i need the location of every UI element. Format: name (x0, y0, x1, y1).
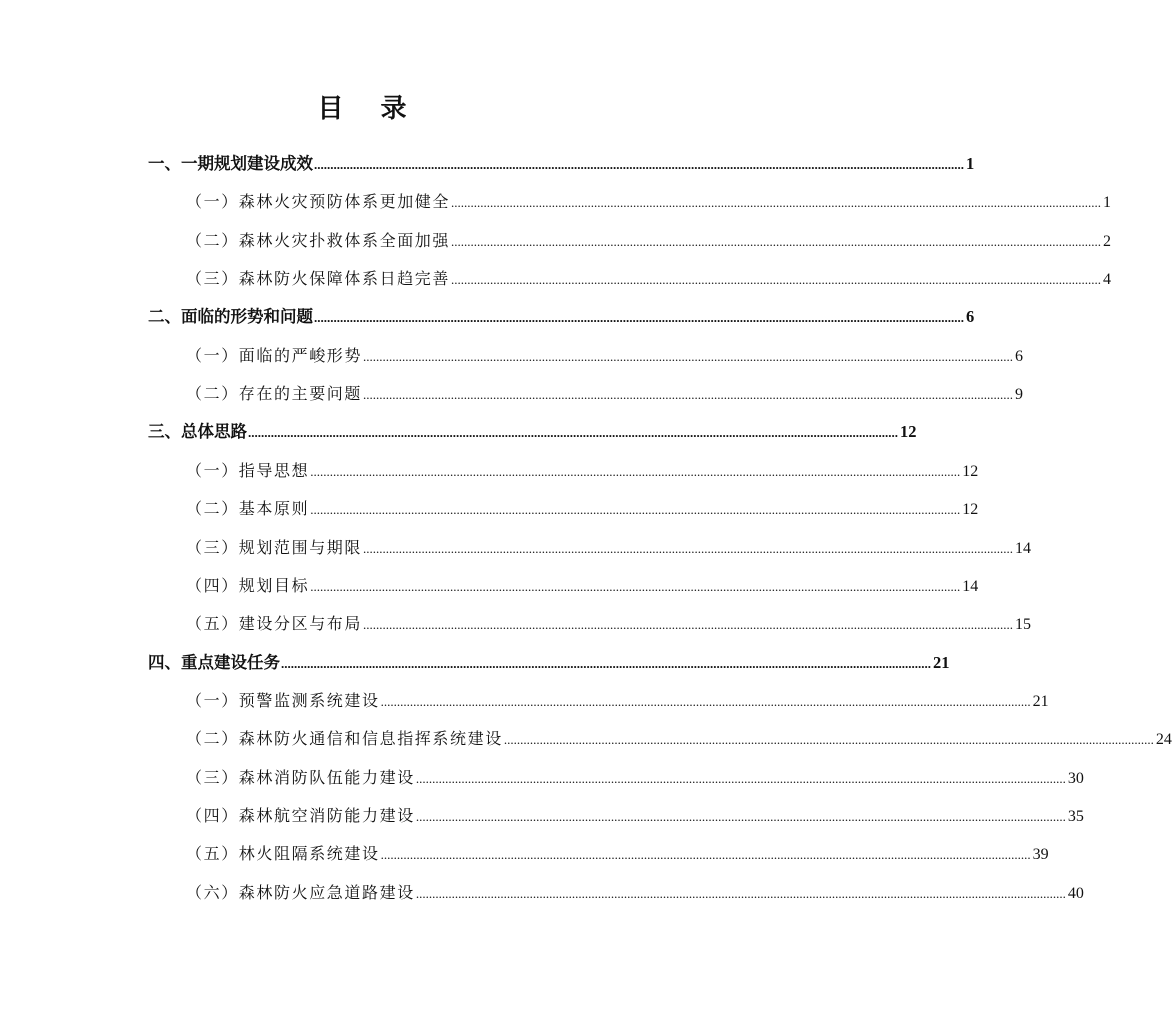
toc-section-entry[interactable] (148, 146, 975, 182)
toc-entry-label: 一、一期规划建设成效 (148, 154, 313, 173)
toc-subsection-entry[interactable] (186, 376, 1024, 412)
toc-entry-label: （二）森林防火通信和信息指挥系统建设 (186, 729, 503, 749)
toc-entry-label: （六）森林防火应急道路建设 (186, 882, 415, 902)
toc-page-number: 6 (1015, 347, 1024, 365)
toc-entry-label: 四、重点建设任务 (148, 652, 280, 672)
page-title: 目 录 (317, 94, 421, 124)
toc-dot-leader: ........................................................................................................................................................................................................ (363, 348, 1014, 364)
toc-subsection-entry[interactable] (186, 453, 979, 489)
toc-entry-label: （三）森林消防队伍能力建设 (186, 767, 415, 787)
toc-subsection-entry[interactable] (186, 568, 979, 604)
toc-dot-leader: ........................................................................................................................................................................................................ (310, 463, 961, 479)
toc-page-number: 21 (1032, 692, 1049, 710)
toc-subsection-entry[interactable] (186, 530, 1032, 566)
toc-entry-label: （三）森林防火保障体系日趋完善 (186, 269, 451, 289)
toc-dot-leader: ........................................................................................................................................................................................................ (363, 387, 1014, 403)
toc-subsection-entry[interactable] (186, 836, 1049, 872)
toc-page-number: 35 (1067, 807, 1084, 825)
toc-page-number: 12 (962, 462, 979, 480)
toc-page-number: 14 (962, 577, 979, 595)
toc-entry-label: 二、面临的形势和问题 (148, 307, 313, 327)
toc-page-number: 1 (1103, 194, 1112, 212)
toc-dot-leader: ........................................................................................................................................................................................................ (451, 233, 1102, 249)
toc-page-number: 14 (1015, 539, 1032, 557)
toc-dot-leader: ........................................................................................................................................................................................................ (380, 693, 1031, 709)
toc-dot-leader: ........................................................................................................................................................................................................ (363, 617, 1014, 633)
toc-dot-leader: ........................................................................................................................................................................................................ (281, 655, 931, 671)
toc-subsection-entry[interactable] (186, 184, 1112, 220)
toc-entry-label: （四）森林航空消防能力建设 (186, 805, 415, 825)
toc-page-number: 12 (900, 422, 917, 442)
toc-section-entry[interactable] (148, 645, 950, 681)
toc-entry-label: （一）预警监测系统建设 (186, 690, 380, 710)
toc-page-number: 21 (933, 652, 950, 672)
toc-page-number: 2 (1103, 232, 1112, 250)
toc-page-number: 39 (1032, 846, 1049, 864)
toc-subsection-entry[interactable] (186, 491, 979, 527)
toc-subsection-entry[interactable] (186, 261, 1112, 297)
toc-subsection-entry[interactable] (186, 721, 1172, 757)
toc-dot-leader: ........................................................................................................................................................................................................ (415, 885, 1066, 901)
toc-dot-leader: ........................................................................................................................................................................................................ (310, 502, 961, 518)
toc-subsection-entry[interactable] (186, 760, 1084, 796)
toc-page-number: 15 (1015, 616, 1032, 634)
toc-subsection-entry[interactable] (186, 223, 1112, 259)
toc-dot-leader: ........................................................................................................................................................................................................ (310, 578, 961, 594)
toc-page-number: 6 (966, 307, 975, 327)
toc-page-number: 1 (966, 154, 975, 173)
toc-dot-leader: ........................................................................................................................................................................................................ (314, 157, 964, 172)
toc-dot-leader: ........................................................................................................................................................................................................ (314, 310, 964, 326)
toc-entry-label: （二）森林火灾扑救体系全面加强 (186, 230, 451, 250)
toc-page-number: 12 (962, 501, 979, 519)
toc-entry-label: （四）规划目标 (186, 575, 310, 595)
toc-entry-label: （一）指导思想 (186, 460, 310, 480)
toc-page-number: 24 (1155, 731, 1172, 749)
toc-dot-leader: ........................................................................................................................................................................................................ (503, 732, 1154, 748)
toc-dot-leader: ........................................................................................................................................................................................................ (415, 808, 1066, 824)
toc-subsection-entry[interactable] (186, 338, 1024, 374)
toc-subsection-entry[interactable] (186, 606, 1032, 642)
toc-page-number: 30 (1067, 769, 1084, 787)
toc-dot-leader: ........................................................................................................................................................................................................ (363, 540, 1014, 556)
toc-subsection-entry[interactable] (186, 875, 1084, 911)
toc-dot-leader: ........................................................................................................................................................................................................ (380, 847, 1031, 863)
toc-entry-label: （三）规划范围与期限 (186, 537, 363, 557)
toc-page-number: 40 (1067, 884, 1084, 902)
toc-entry-label: （五）建设分区与布局 (186, 614, 363, 634)
toc-section-entry[interactable] (148, 414, 917, 450)
toc-dot-leader: ........................................................................................................................................................................................................ (451, 272, 1102, 288)
toc-subsection-entry[interactable] (186, 798, 1084, 834)
toc-entry-label: （二）存在的主要问题 (186, 384, 363, 404)
toc-page-number: 9 (1015, 386, 1024, 404)
toc-section-entry[interactable] (148, 299, 975, 335)
toc-page-number: 4 (1103, 271, 1112, 289)
toc-dot-leader: ........................................................................................................................................................................................................ (415, 770, 1066, 786)
toc-subsection-entry[interactable] (186, 683, 1049, 719)
toc-entry-label: 三、总体思路 (148, 422, 247, 442)
toc-entry-label: （一）面临的严峻形势 (186, 345, 363, 365)
toc-entry-label: （一）森林火灾预防体系更加健全 (186, 192, 451, 212)
toc-dot-leader: ........................................................................................................................................................................................................ (451, 195, 1102, 211)
toc-entry-label: （五）林火阻隔系统建设 (186, 844, 380, 864)
toc-dot-leader: ........................................................................................................................................................................................................ (248, 425, 898, 441)
toc-entry-label: （二）基本原则 (186, 499, 310, 519)
